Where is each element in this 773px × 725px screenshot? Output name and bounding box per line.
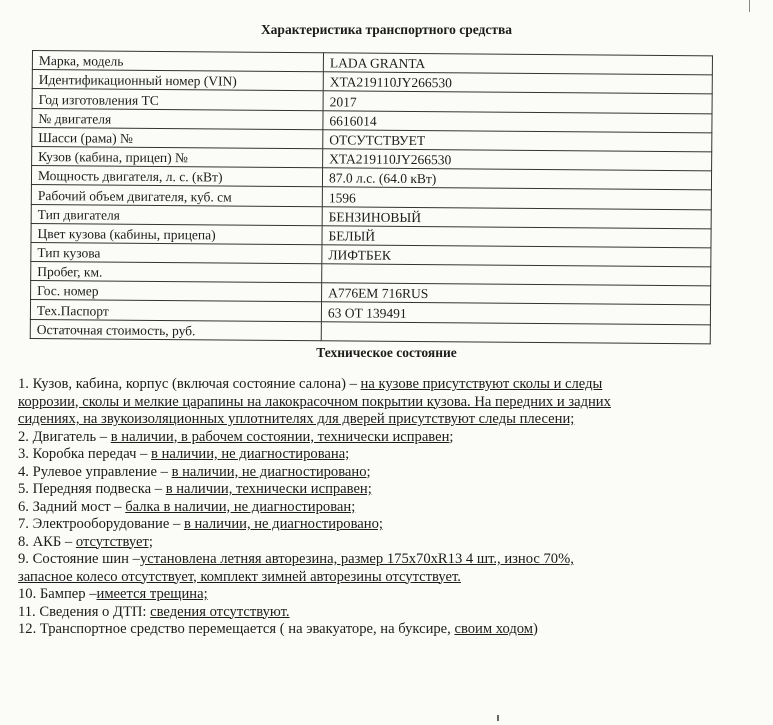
spec-value: 63 ОТ 139491 — [321, 302, 710, 324]
condition-label: 9. Состояние шин – — [18, 551, 140, 567]
document-title: Характеристика транспортного средства — [260, 22, 513, 37]
spec-label: № двигателя — [32, 108, 323, 129]
spec-label: Марка, модель — [32, 51, 323, 72]
spec-label: Пробег, км. — [31, 262, 322, 283]
condition-value: своим ходом — [454, 621, 534, 637]
spec-value: БЕЛЫЙ — [322, 225, 711, 247]
condition-value: сидениях, на звукоизоляционных уплотнителях для дверей присутствуют следы плесени; — [18, 411, 575, 427]
condition-line — [18, 481, 763, 499]
spec-label: Цвет кузова (кабины, прицепа) — [31, 223, 322, 244]
condition-line — [18, 516, 763, 534]
spec-label: Мощность двигателя, л. с. (кВт) — [31, 166, 322, 187]
condition-value: запасное колесо отсутствует, комплект зимней авторезины отсутствует. — [18, 568, 461, 585]
spec-value: 6616014 — [323, 110, 712, 132]
spec-label: Тип двигателя — [31, 204, 322, 225]
condition-value: балка в наличии, не диагностирован; — [125, 498, 356, 515]
condition-line — [18, 394, 763, 412]
condition-line — [18, 586, 763, 604]
condition-line — [18, 429, 763, 447]
condition-label: 11. Сведения о ДТП: — [18, 603, 151, 620]
condition-tail: ) — [533, 621, 538, 637]
condition-value: в наличии, не диагностирована; — [151, 446, 350, 462]
spec-row — [30, 319, 710, 344]
spec-value: LADA GRANTA — [323, 53, 712, 75]
condition-value: в наличии, не диагностировано; — [171, 463, 371, 480]
condition-value: в наличии, технически исправен; — [165, 481, 372, 497]
condition-line — [18, 464, 763, 482]
spec-label: Идентификационный номер (VIN) — [32, 70, 323, 91]
spec-label: Шасси (рама) № — [32, 127, 323, 148]
scan-dot-mark — [497, 715, 499, 721]
condition-line — [18, 621, 763, 639]
condition-line — [18, 446, 763, 464]
spec-label: Гос. номер — [31, 281, 322, 302]
condition-section-title: Техническое состояние — [316, 345, 457, 360]
condition-label: 6. Задний мост – — [18, 498, 126, 515]
spec-value: XTA219110JY266530 — [323, 72, 712, 94]
spec-label: Тех.Паспорт — [30, 300, 321, 321]
condition-line — [18, 604, 763, 622]
spec-value: А776ЕМ 716RUS — [322, 283, 711, 305]
condition-value: коррозии, сколы и мелкие царапины на лакокрасочном покрытии кузова. На передних и задних — [18, 393, 611, 410]
spec-value: БЕНЗИНОВЫЙ — [322, 206, 711, 228]
condition-label: 12. Транспортное средство перемещается ( на эвакуаторе, на буксире, — [18, 621, 455, 637]
spec-value: 87.0 л.с. (64.0 кВт) — [322, 168, 711, 190]
scan-edge-mark — [749, 0, 750, 12]
condition-label: 7. Электрооборудование – — [18, 516, 184, 532]
condition-line — [18, 411, 763, 429]
spec-label: Остаточная стоимость, руб. — [30, 319, 321, 340]
condition-line — [18, 534, 763, 552]
condition-line — [18, 551, 763, 569]
spec-table-body — [30, 51, 712, 344]
condition-label: 2. Двигатель – — [18, 428, 111, 445]
condition-value: установлена летняя авторезина, размер 175х70хR13 4 шт., износ 70%, — [139, 551, 574, 567]
spec-label: Кузов (кабина, прицеп) № — [32, 146, 323, 167]
condition-list — [18, 376, 763, 639]
condition-label: 10. Бампер – — [18, 586, 97, 602]
condition-line — [18, 376, 763, 394]
vehicle-spec-table — [30, 50, 713, 344]
condition-label: 8. АКБ – — [18, 533, 76, 550]
spec-value: 2017 — [323, 91, 712, 113]
condition-label: 1. Кузов, кабина, корпус (включая состояние салона) – — [18, 376, 361, 392]
condition-value: сведения отсутствуют. — [150, 603, 290, 620]
condition-label: 3. Коробка передач – — [18, 446, 152, 462]
spec-label: Год изготовления ТС — [32, 89, 323, 110]
spec-label: Рабочий объем двигателя, куб. см — [31, 185, 322, 206]
condition-value: отсутствует; — [75, 533, 153, 550]
spec-value — [321, 321, 710, 343]
spec-value: ОТСУТСТВУЕТ — [323, 130, 712, 152]
condition-value: в наличии, не диагностировано; — [183, 516, 383, 532]
spec-label: Тип кузова — [31, 242, 322, 263]
condition-value: на кузове присутствуют сколы и следы — [360, 376, 603, 392]
condition-label: 4. Рулевое управление – — [18, 463, 172, 480]
condition-line — [18, 499, 763, 517]
spec-value: 1596 — [322, 187, 711, 209]
condition-value: в наличии, в рабочем состоянии, технически исправен; — [110, 428, 454, 445]
condition-line — [18, 569, 763, 587]
condition-value: имеется трещина; — [96, 586, 208, 602]
spec-value: ЛИФТБЕК — [322, 245, 711, 267]
spec-value: XTA219110JY266530 — [323, 149, 712, 171]
condition-label: 5. Передняя подвеска – — [18, 481, 166, 497]
